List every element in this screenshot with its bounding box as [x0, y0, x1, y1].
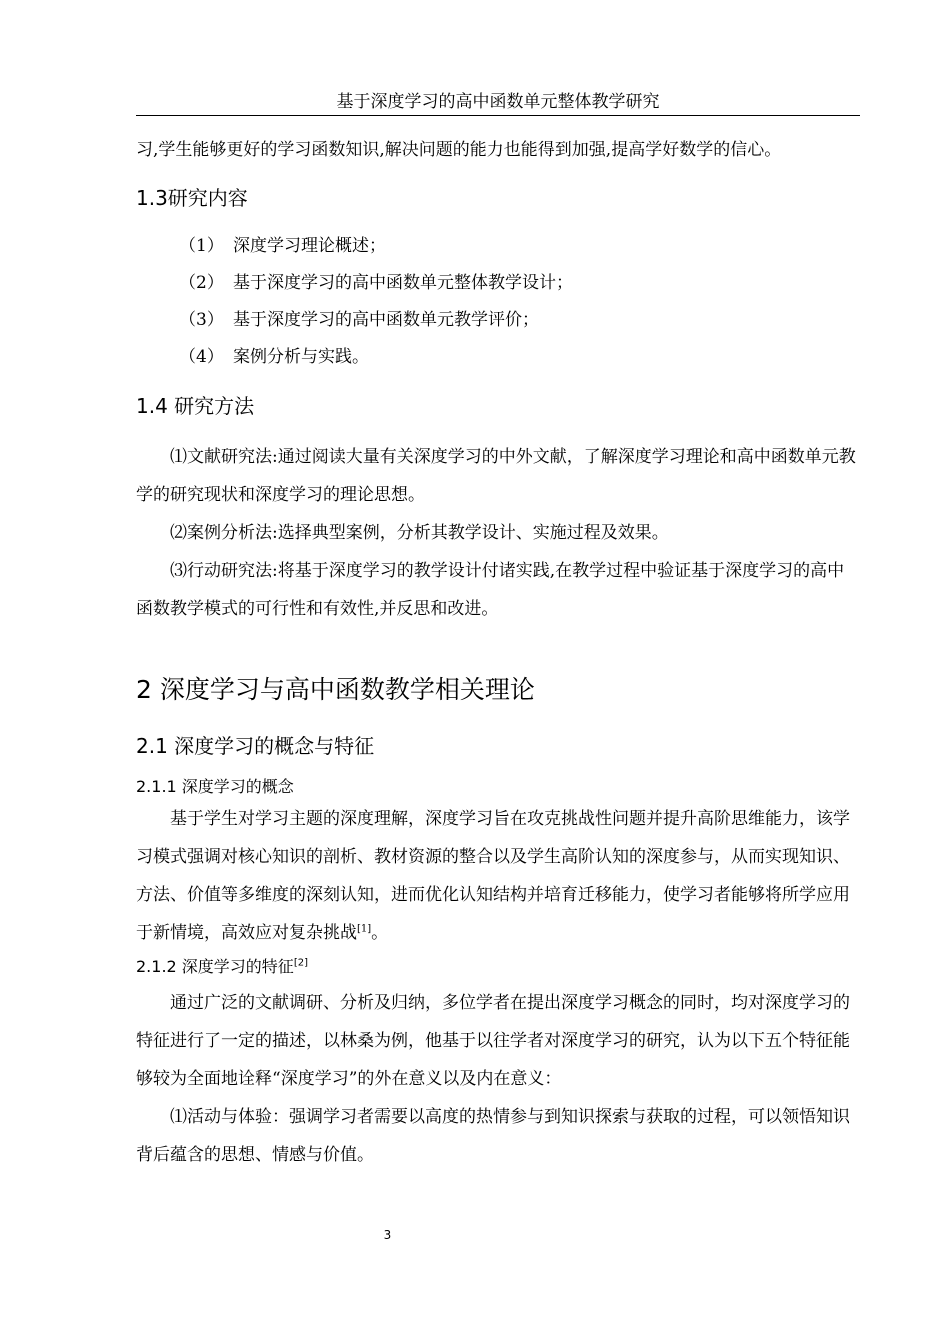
- heading-2-1: 2.1 深度学习的概念与特征: [136, 734, 375, 758]
- list-item: [136, 339, 860, 376]
- heading-1-4: 1.4 研究方法: [136, 394, 255, 418]
- chapter-2-heading: 2 深度学习与高中函数教学相关理论: [136, 675, 535, 704]
- heading-2-1-2-text: 2.1.2 深度学习的特征: [136, 957, 294, 976]
- page-number: 3: [383, 1228, 392, 1242]
- heading-1-3: 1.3研究内容: [136, 186, 248, 210]
- list-item: [136, 228, 860, 265]
- list-text: 案例分析与实践。: [233, 347, 369, 367]
- method-paragraph-1: ⑴文献研究法:通过阅读大量有关深度学习的中外文献，了解深度学习理论和高中函数单元教学的研究现状和深度学习的理论思想。: [136, 447, 856, 505]
- list-text: 基于深度学习的高中函数单元教学评价；: [233, 310, 539, 330]
- method-paragraph-3: ⑶行动研究法:将基于深度学习的教学设计付诸实践,在教学过程中验证基于深度学习的高中函数教学模式的可行性和有效性,并反思和改进。: [136, 561, 845, 619]
- concept-text: 基于学生对学习主题的深度理解，深度学习旨在攻克挑战性问题并提升高阶思维能力，该学习模式强调对核心知识的剖析、教材资源的整合以及学生高阶认知的深度参与，从而实现知识、方法、价值等多维度的深刻认知，进而优化认知结构并培育迁移能力，使学习者能够将所学应用于新情境，高效应对复杂挑战: [136, 809, 850, 943]
- list-number: （3）: [179, 310, 224, 330]
- concept-paragraph: [136, 800, 860, 952]
- citation-2: [2]: [293, 957, 308, 969]
- feature-paragraph: 通过广泛的文献调研、分析及归纳，多位学者在提出深度学习概念的同时，均对深度学习的特征进行了一定的描述，以林桑为例，他基于以往学者对深度学习的研究，认为以下五个特征能够较为全面地诠释“深度学习”的外在意义以及内在意义：: [136, 993, 850, 1089]
- list-number: （1）: [179, 236, 224, 256]
- list-number: （4）: [179, 347, 224, 367]
- list-text: 深度学习理论概述；: [233, 236, 386, 256]
- feature-item-1: ⑴活动与体验：强调学习者需要以高度的热情参与到知识探索与获取的过程，可以领悟知识背后蕴含的思想、情感与价值。: [136, 1107, 850, 1165]
- heading-2-1-1: 2.1.1 深度学习的概念: [136, 777, 294, 796]
- header-rule: [136, 115, 860, 116]
- concept-end: 。: [371, 923, 389, 943]
- running-header: 基于深度学习的高中函数单元整体教学研究: [336, 92, 660, 112]
- heading-2-1-2: [136, 954, 860, 980]
- method-paragraph-2: ⑵案例分析法:选择典型案例，分析其教学设计、实施过程及效果。: [170, 523, 669, 543]
- page-body: [136, 128, 860, 1174]
- list-text: 基于深度学习的高中函数单元整体教学设计；: [233, 273, 573, 293]
- citation-1: [1]: [357, 923, 372, 935]
- continuation-paragraph: 习,学生能够更好的学习函数知识,解决问题的能力也能得到加强,提高学好数学的信心。: [136, 140, 782, 160]
- list-item: [136, 302, 860, 339]
- list-number: （2）: [179, 273, 224, 293]
- list-item: [136, 265, 860, 302]
- research-content-list: [136, 228, 860, 376]
